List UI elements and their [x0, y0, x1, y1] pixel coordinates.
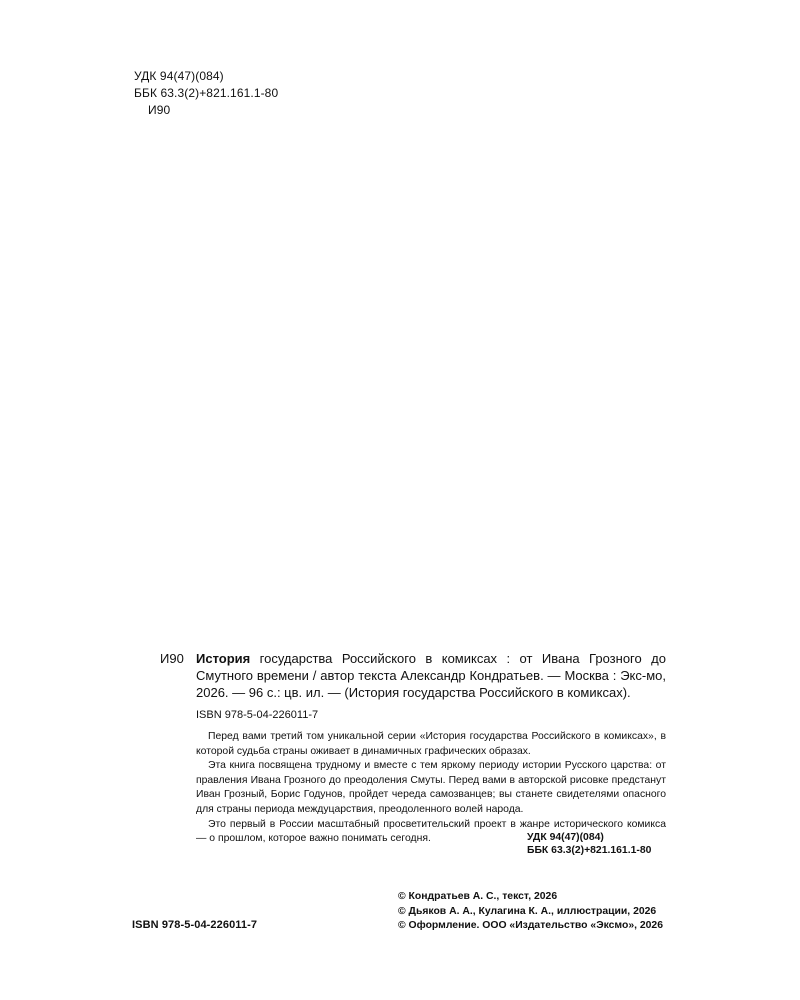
isbn-bottom: ISBN 978-5-04-226011-7 [132, 919, 258, 931]
udk-code: УДК 94(47)(084) [134, 69, 224, 83]
bbk-code: ББК 63.3(2)+821.161.1-80 [134, 86, 279, 100]
annotation-paragraph-1: Перед вами третий том уникальной серии «История государства Российского в комиксах», в которой судьба страны оживает в динамичных графических образах. [196, 731, 666, 757]
catalog-isbn: ISBN 978-5-04-226011-7 [196, 709, 319, 721]
top-classification-codes [134, 68, 278, 119]
catalog-author-mark: И90 [160, 651, 184, 666]
annotation-paragraph-2: Эта книга посвящена трудному и вместе с тем яркому периоду истории Русского царства: от правления Ивана Грозного до преодоления Смуты. Перед вами в авторской рисовке предстанут Иван Грозный, Борис Годунов, пройдет череда самозванцев; вы станете свидетелями опасного для страны периода междуцарствия, преодоленного волей народа. [196, 760, 666, 815]
description-part-2: мо, 2026. — 96 с.: цв. ил. — (История государства Российского в комиксах). [196, 668, 666, 700]
copyright-block [398, 890, 663, 934]
bottom-udk-code: УДК 94(47)(084) [527, 832, 604, 843]
annotation [196, 730, 666, 847]
copyright-text-author: © Кондратьев А. С., текст, 2026 [398, 891, 558, 902]
bottom-bbk-code: ББК 63.3(2)+821.161.1-80 [527, 845, 652, 856]
copyright-design: © Оформление. ООО «Издательство «Эксмо», 2026 [398, 920, 663, 931]
catalog-record [160, 650, 666, 847]
annotation-paragraph-3: Это первый в России масштабный просветительский проект в жанре исторического комикса — о прошлом, которое важно понимать сегодня. [196, 818, 666, 845]
book-title-keyword: История [196, 651, 251, 666]
bibliographic-description: История государства Российского в комиксах : от Ивана Грозного до Смутного времени / автор текста Александр Кондратьев. — Москва : Экс-мо, 2026. — 96 с.: цв. ил. — (История государства Российского в комиксах). [196, 651, 666, 700]
bottom-classification-codes [527, 831, 651, 857]
description-part-1: государства Российского в комиксах : от Ивана Грозного до Смутного времени / автор текста Александр Кондратьев. — Москва : Экс [196, 651, 666, 683]
copyright-illustrators: © Дьяков А. А., Кулагина К. А., иллюстрации, 2026 [398, 905, 657, 917]
author-mark: И90 [148, 103, 171, 117]
